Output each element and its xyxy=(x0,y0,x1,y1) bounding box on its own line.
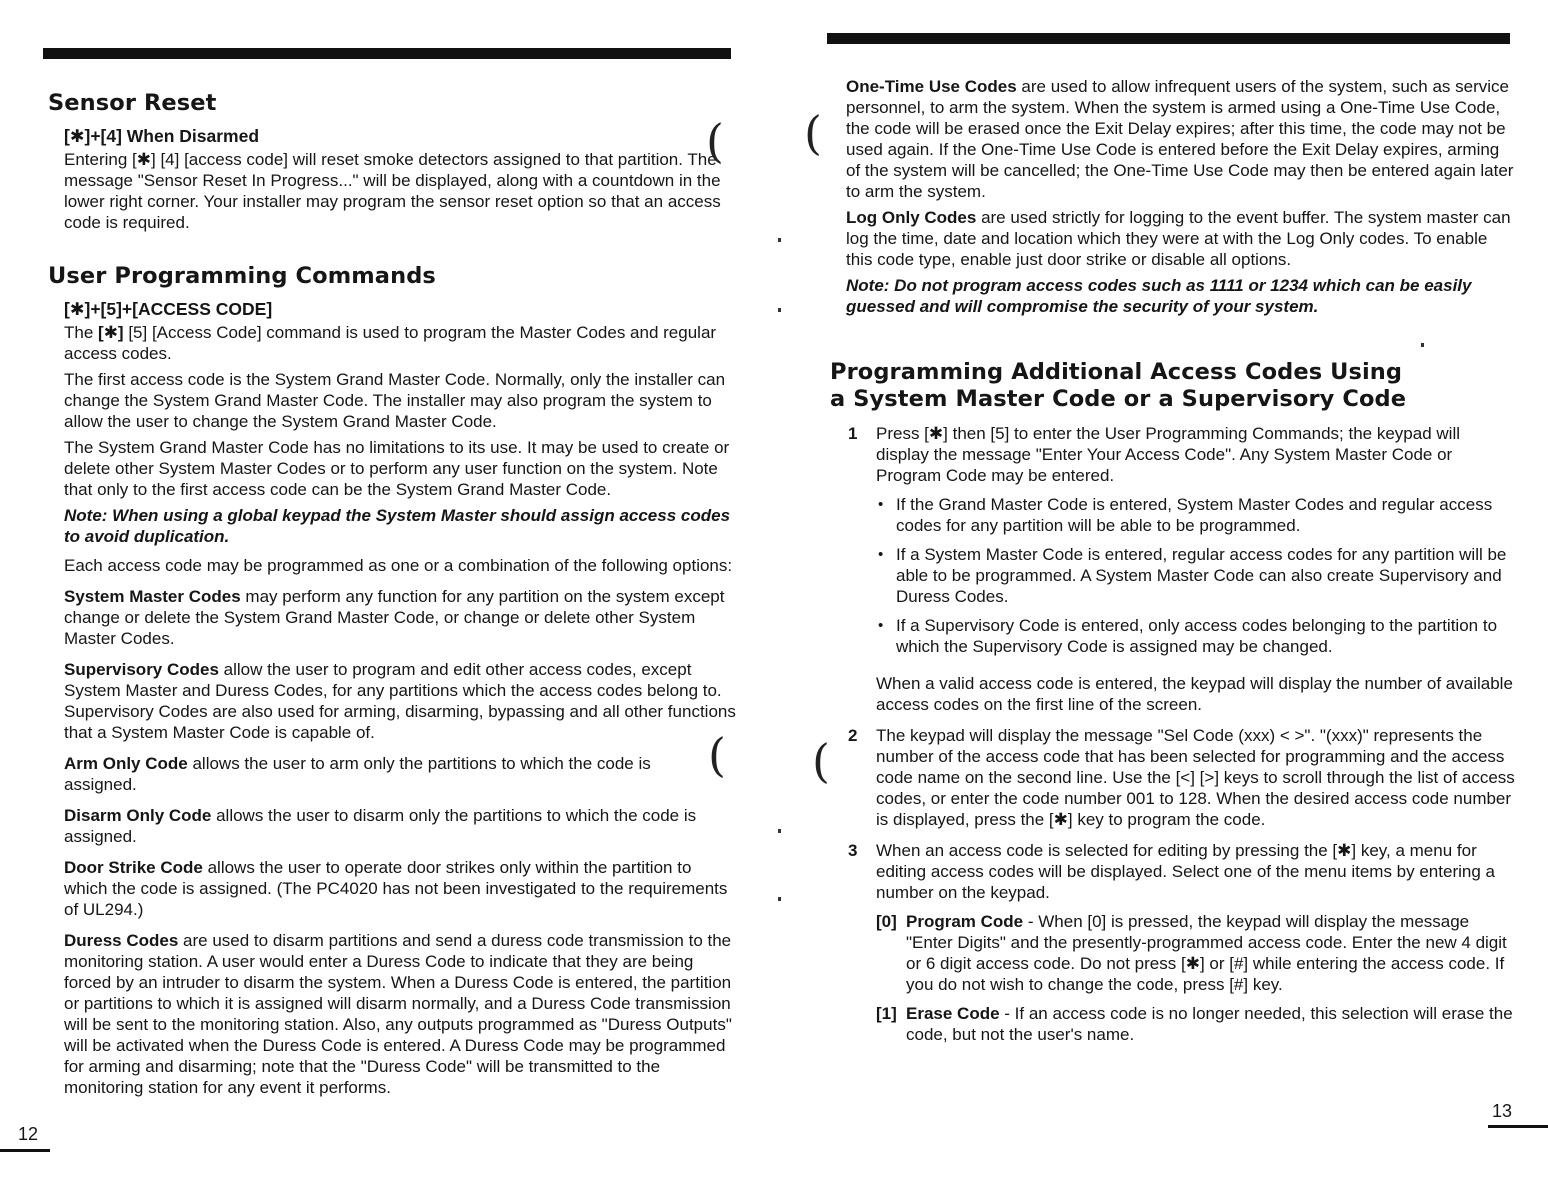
user-programming-p3: The System Grand Master Code has no limitations to its use. It may be used to create or delete other System Master Codes or to perform any user function on the system. Note that only to the first access code can be the System Grand Master Code. xyxy=(64,438,730,499)
user-programming-p4: Each access code may be programmed as one or a combination of the following options: xyxy=(64,556,733,575)
step-number: 1 xyxy=(848,424,858,443)
sensor-reset-heading: Sensor Reset xyxy=(48,90,217,116)
right-column xyxy=(830,76,1516,1045)
steps-list xyxy=(848,423,1516,1045)
step-1 xyxy=(848,423,1516,715)
step-3-text: When an access code is selected for editing by pressing the [✱] key, a menu for editing access codes will be displayed. Select one of the menu items by entering a number on the keypad. xyxy=(876,841,1495,902)
sensor-reset-body: Entering [✱] [4] [access code] will reset smoke detectors assigned to that partition. The message "Sensor Reset In Progress..." will be displayed, along with a countdown in the lower right corner. Your installer may program the sensor reset option so that an access code is required. xyxy=(64,150,721,232)
binding-mark: ( xyxy=(706,114,724,168)
top-rule xyxy=(827,33,1510,44)
user-programming-p1: The [✱] [5] [Access Code] command is used to program the Master Codes and regular access codes. xyxy=(64,323,717,363)
code-type-system-master: System Master Codes may perform any function for any partition on the system except change or delete the System Grand Master Code, or change or delete other System Master Codes. xyxy=(64,587,725,648)
scan-dot xyxy=(778,897,781,901)
page-number-rule xyxy=(0,1149,50,1152)
security-note: Note: Do not program access codes such as 1111 or 1234 which can be easily guessed and will compromise the security of your system. xyxy=(846,276,1472,316)
list-item: • If a System Master Code is entered, regular access codes for any partition will be able to be programmed. A System Master Code can also create Supervisory and Duress Codes. xyxy=(878,545,1507,606)
code-type-door-strike: Door Strike Code allows the user to operate door strikes only within the partition to which the code is assigned. (The PC4020 has not been investigated to the requirements of UL294.) xyxy=(64,858,728,919)
code-type-duress: Duress Codes are used to disarm partitions and send a duress code transmission to the monitoring station. A user would enter a Duress Code to indicate that they are being forced by an intruder to disarm the system. When a Duress Code is entered, the partition or partitions to which it is assigned will disarm normally, and a Duress Code transmission will be sent to the monitoring station. Also, any outputs programmed as "Duress Outputs" will be activated when the Duress Code is entered. A Duress Code may be programmed for arming and disarming; note that the "Duress Code" will be transmitted to the monitoring station for any event it performs. xyxy=(64,931,732,1097)
code-type-supervisory: Supervisory Codes allow the user to program and edit other access codes, except System Master and Duress Codes, for any partitions which the access codes belong to. Supervisory Codes are also used for arming, disarming, bypassing and all other functions that a System Master Code is capable of. xyxy=(64,660,736,742)
code-type-one-time: One-Time Use Codes are used to allow infrequent users of the system, such as service personnel, to arm the system. When the system is armed using a One-Time Use Code, the code will be erased once the Exit Delay expires; after this time, the code may not be used again. If the One-Time Use Code is entered before the Exit Delay expires, arming of the system will be cancelled; the One-Time Use Code may then be entered again later to arm the system. xyxy=(846,77,1514,201)
binding-mark: ( xyxy=(708,728,726,782)
scan-dot xyxy=(778,238,781,242)
binding-mark: ( xyxy=(812,734,830,788)
page-number: 13 xyxy=(1492,1101,1513,1121)
user-programming-heading: User Programming Commands xyxy=(48,263,436,289)
page-number-rule xyxy=(1488,1125,1548,1128)
code-type-arm-only: Arm Only Code allows the user to arm only the partitions to which the code is assigned. xyxy=(64,754,651,794)
top-rule xyxy=(43,48,731,59)
programming-heading-line1: Programming Additional Access Codes Using xyxy=(830,359,1403,385)
left-column xyxy=(48,90,738,1098)
menu-option-program-code: [0] Program Code - When [0] is pressed, the keypad will display the message "Enter Digits" and the presently-programmed access code. Enter the new 4 digit or 6 digit access code. Do not press [✱] or [#] while entering the access code. If you do not wish to change the code, press [#] key. xyxy=(876,912,1507,994)
step-1-text: Press [✱] then [5] to enter the User Programming Commands; the keypad will display the message "Enter Your Access Code". Any System Master Code or Program Code may be entered. xyxy=(876,424,1460,485)
step-3 xyxy=(848,840,1516,1045)
page-number: 12 xyxy=(18,1124,39,1144)
step-1-after: When a valid access code is entered, the keypad will display the number of available access codes on the first line of the screen. xyxy=(876,674,1513,714)
menu-option-erase-code: [1] Erase Code - If an access code is no longer needed, this selection will erase the code, but not the user's name. xyxy=(876,1004,1513,1044)
scan-dot xyxy=(778,829,781,833)
step-2 xyxy=(848,725,1516,830)
code-type-disarm-only: Disarm Only Code allows the user to disarm only the partitions to which the code is assigned. xyxy=(64,806,697,846)
step-number: 3 xyxy=(848,841,858,860)
code-type-log-only: Log Only Codes are used strictly for logging to the event buffer. The system master can log the time, date and location which they were at with the Log Only codes. To enable this code type, enable just door strike or disable all options. xyxy=(846,208,1511,269)
step-1-bullets xyxy=(878,494,1516,657)
user-programming-note: Note: When using a global keypad the System Master should assign access codes to avoid duplication. xyxy=(64,506,731,546)
scan-dot xyxy=(778,308,781,312)
programming-heading-line2: a System Master Code or a Supervisory Code xyxy=(830,386,1407,412)
binding-mark: ( xyxy=(804,106,822,160)
step-number: 2 xyxy=(848,726,858,745)
user-programming-subheading: [✱]+[5]+[ACCESS CODE] xyxy=(64,299,273,319)
list-item: • If a Supervisory Code is entered, only access codes belonging to the partition to which the Supervisory Code is assigned may be changed. xyxy=(878,616,1498,656)
step-2-text: The keypad will display the message "Sel Code (xxx) < >". "(xxx)" represents the number of the access code that has been selected for programming and the access code name on the second line. Use the [<] [>] keys to scroll through the list of access codes, or enter the code number 001 to 128. When the desired access code number is displayed, press the [✱] key to program the code. xyxy=(876,726,1515,829)
sensor-reset-subheading: [✱]+[4] When Disarmed xyxy=(64,126,260,146)
user-programming-p2: The first access code is the System Grand Master Code. Normally, only the installer can change the System Grand Master Code. The installer may also program the system to allow the user to change the System Grand Master Code. xyxy=(64,370,726,431)
right-page xyxy=(774,0,1548,1198)
list-item: • If the Grand Master Code is entered, System Master Codes and regular access codes for any partition will be able to be programmed. xyxy=(878,495,1493,535)
